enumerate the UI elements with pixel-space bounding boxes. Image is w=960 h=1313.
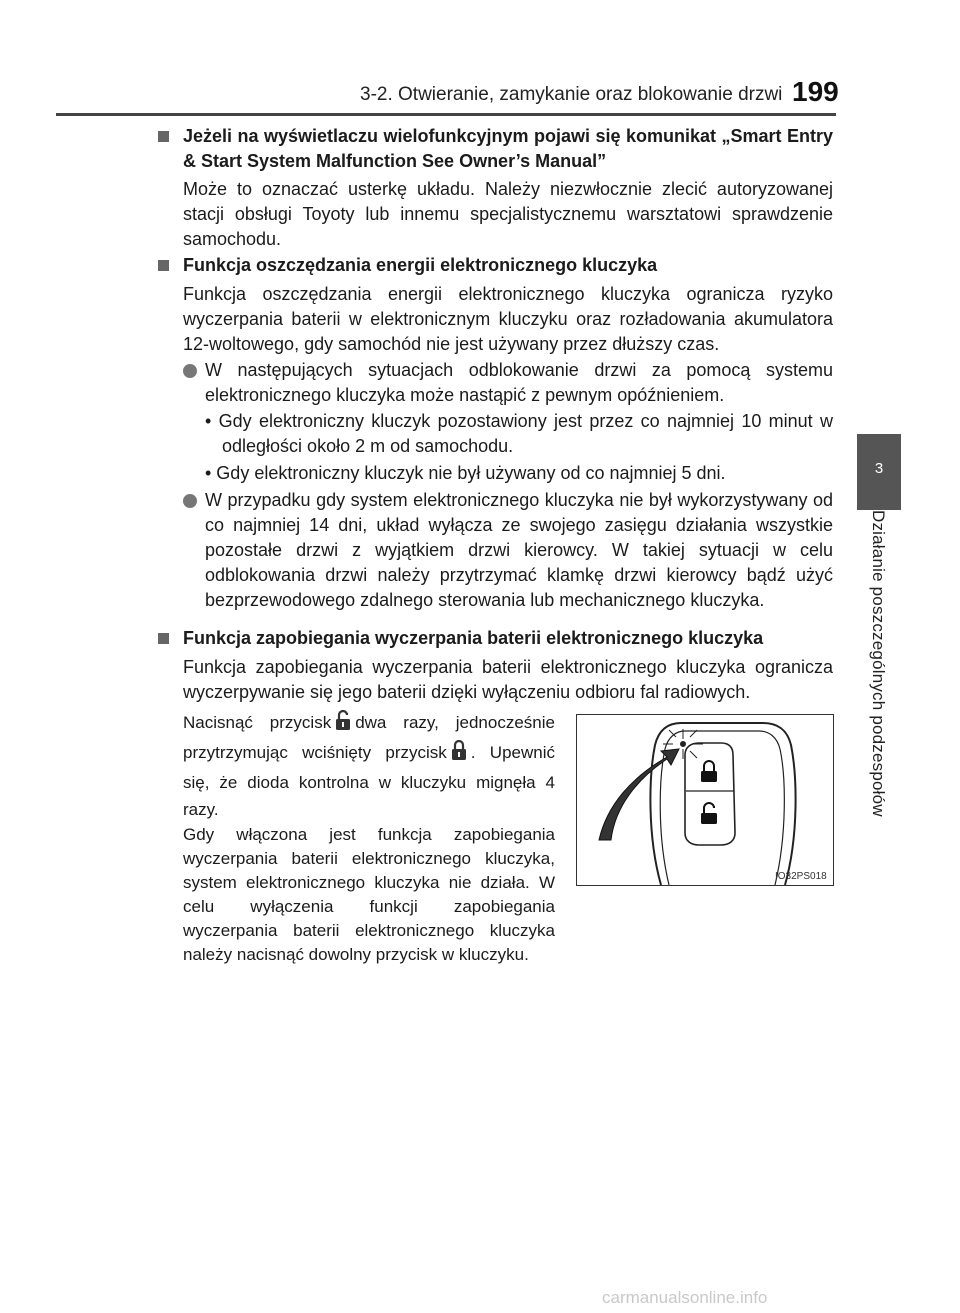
watermark: carmanualsonline.info <box>602 1288 768 1307</box>
instruction-part-1: Nacisnąć przycisk <box>183 713 332 732</box>
heading-battery-depletion-prevention: Funkcja zapobiegania wyczerpania baterii elektronicznego kluczyka <box>183 628 764 648</box>
heading-malfunction-message: Jeżeli na wyświetlaczu wielofunkcyjnym pojawi się komunikat „Smart Entry & Start System Malfunction See Owner’s Manual” <box>183 126 833 171</box>
paragraph-malfunction: Może to oznaczać usterkę układu. Należy niezwłocznie zlecić autoryzowanej stacji obsługi Toyoty lub innemu specjalistycznemu warsztatowi sprawdzenie samochodu. <box>183 179 833 249</box>
instruction-part-2: dwa razy, jednocześnie przytrzymując wciśnięty przycisk <box>183 713 555 762</box>
page-number: 199 <box>792 76 839 107</box>
bullet-14-days: W przypadku gdy system elektronicznego kluczyka nie był wykorzystywany od co najmniej 14 dni, układ wyłącza ze swojego zasięgu działania wszystkie pozostałe drzwi z wyjątkiem drzwi kierowcy. W takiej sytuacji w celu odblokowania drzwi należy przytrzymać klamkę drzwi kierowcy bądź użyć bezprzewodowego zdalnego sterowania lub mechanicznego kluczyka. <box>205 490 833 610</box>
bullet-marker-circle <box>183 364 197 378</box>
figure-code: IO32PS018 <box>775 871 827 882</box>
note-battery-depletion: Gdy włączona jest funkcja zapobiegania wyczerpania baterii elektronicznego kluczyka, system elektronicznego kluczyka nie działa. W celu wyłączenia funkcji zapobiegania wyczerpania baterii elektronicznego kluczyka należy nacisnąć dowolny przycisk w kluczyku. <box>183 825 555 964</box>
key-illustration <box>576 714 834 886</box>
unlock-icon <box>335 709 351 739</box>
lock-icon <box>451 739 467 769</box>
chapter-tab <box>857 434 901 510</box>
bullet-delayed-unlock: W następujących sytuacjach odblokowanie drzwi za pomocą systemu elektronicznego kluczyka może nastąpić z pewnym opóźnieniem. <box>205 360 833 405</box>
instruction-part-3: . Upewnić się, że dioda kontrolna w kluczyku mignęła 4 razy. <box>183 743 556 819</box>
section-title: 3-2. Otwieranie, zamykanie oraz blokowanie drzwi <box>360 84 783 105</box>
section-marker-square <box>158 260 169 271</box>
paragraph-battery-depletion: Funkcja zapobiegania wyczerpania baterii elektronicznego kluczyka ogranicza wyczerpywanie się jego baterii dzięki wyłączeniu odbioru fal radiowych. <box>183 657 833 702</box>
sub-bullet-5-days: • Gdy elektroniczny kluczyk nie był używany od co najmniej 5 dni. <box>205 463 726 483</box>
section-marker-square <box>158 131 169 142</box>
instruction-text <box>183 709 555 823</box>
heading-battery-saving: Funkcja oszczędzania energii elektronicznego kluczyka <box>183 255 658 275</box>
chapter-number: 3 <box>874 460 884 477</box>
chapter-title: Działanie poszczególnych podzespołów <box>869 510 888 817</box>
paragraph-battery-saving: Funkcja oszczędzania energii elektronicznego kluczyka ogranicza ryzyko wyczerpania baterii w elektronicznym kluczyku oraz rozładowania akumulatora 12-woltowego, gdy samochód nie jest używany przez dłuższy czas. <box>183 284 833 354</box>
bullet-marker-circle <box>183 494 197 508</box>
sub-bullet-10-minutes: • Gdy elektroniczny kluczyk pozostawiony jest przez co najmniej 10 minut w odległości około 2 m od samochodu. <box>205 411 833 456</box>
electronic-key-drawing <box>577 715 835 887</box>
section-marker-square <box>158 633 169 644</box>
header-divider <box>56 113 836 116</box>
